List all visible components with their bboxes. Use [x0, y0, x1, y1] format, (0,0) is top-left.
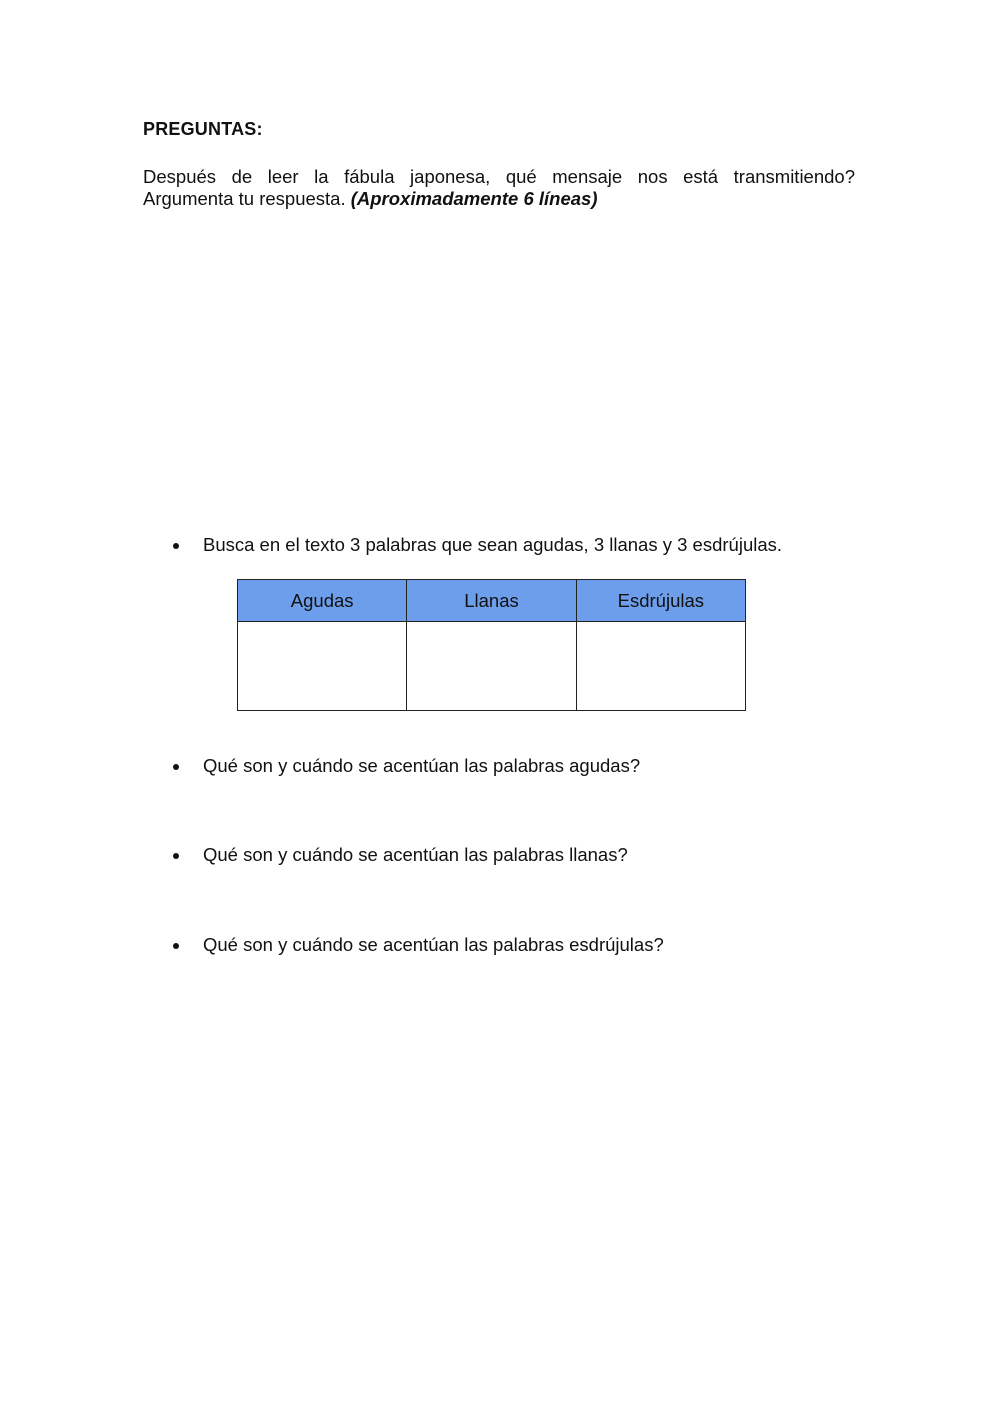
page-heading: PREGUNTAS: — [143, 119, 263, 139]
bullet-text: Busca en el texto 3 palabras que sean agudas, 3 llanas y 3 esdrújulas. — [203, 534, 783, 555]
answer-cell-llanas[interactable] — [407, 622, 576, 711]
answer-cell-agudas[interactable] — [238, 622, 407, 711]
answer-cell-esdrujulas[interactable] — [576, 622, 745, 711]
bullet-text: Qué son y cuándo se acentúan las palabras agudas? — [203, 755, 641, 776]
bullet-text: Qué son y cuándo se acentúan las palabras esdrújulas? — [203, 934, 664, 955]
bullet-text: Qué son y cuándo se acentúan las palabras llanas? — [203, 844, 628, 865]
table-header-llanas: Llanas — [407, 580, 576, 622]
main-question-instruction: Argumenta tu respuesta. — [143, 188, 346, 209]
bullet-dot — [173, 943, 179, 949]
main-question-line1: Después de leer la fábula japonesa, qué mensaje nos está transmitiendo? — [143, 166, 855, 187]
main-question — [143, 166, 855, 210]
table-header-row — [238, 580, 746, 622]
table-row — [238, 622, 746, 711]
main-question-hint: (Aproximadamente 6 líneas) — [350, 188, 598, 209]
accent-classification-table — [237, 579, 746, 711]
bullet-dot — [173, 853, 179, 859]
bullet-dot — [173, 543, 179, 549]
table-header-agudas: Agudas — [238, 580, 407, 622]
main-question-line2 — [143, 188, 855, 210]
bullet-dot — [173, 764, 179, 770]
table-header-esdrujulas: Esdrújulas — [576, 580, 745, 622]
